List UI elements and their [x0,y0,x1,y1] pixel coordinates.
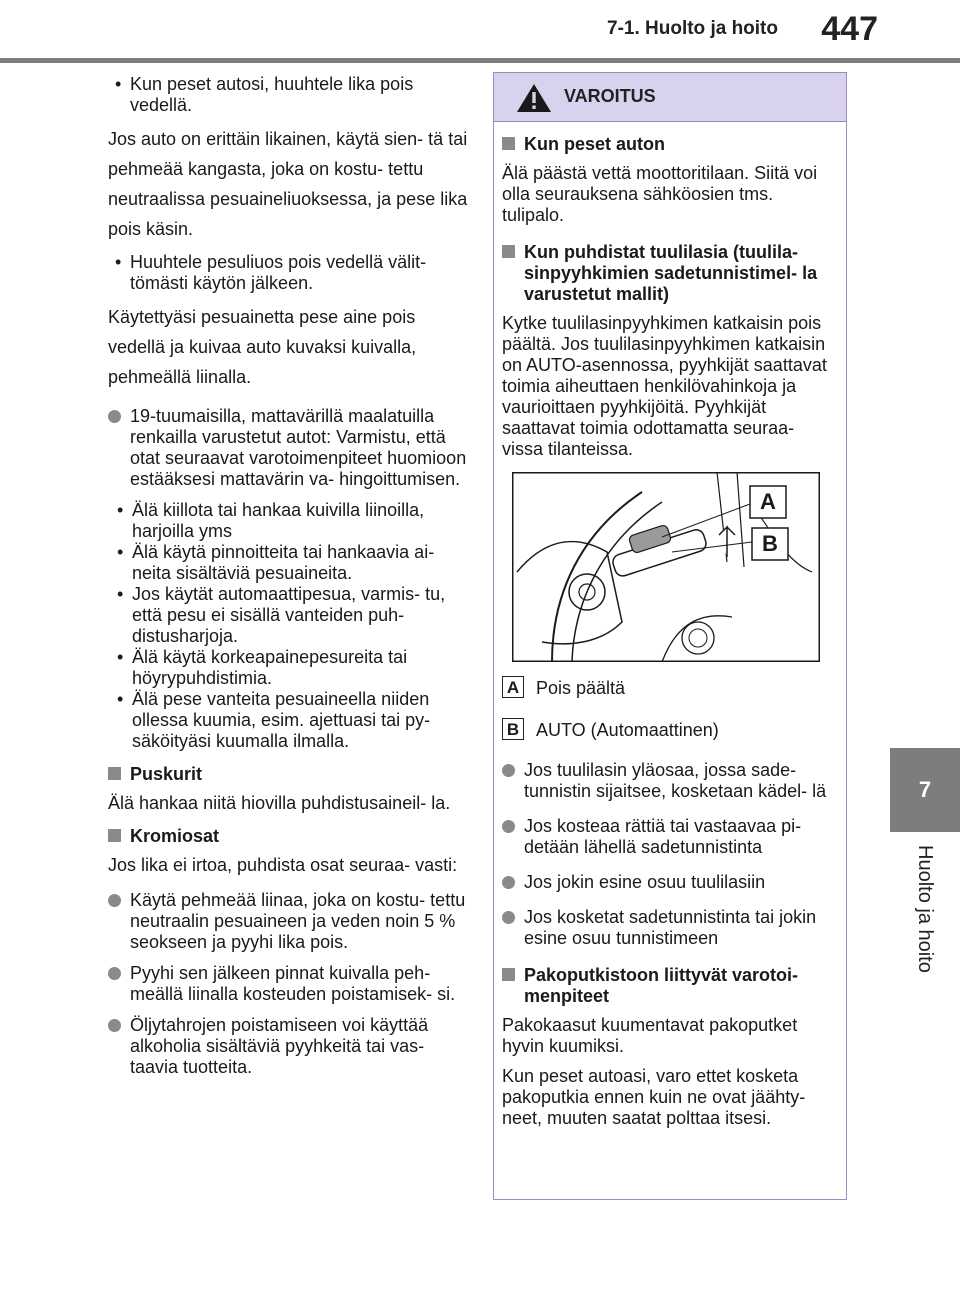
paragraph: Pakokaasut kuumentavat pakoputket hyvin kuumiksi. [502,1015,798,1056]
section-heading [108,826,468,847]
square-bullet-icon [108,767,121,780]
legend-text: AUTO (Automaattinen) [536,720,719,740]
square-bullet-icon [502,137,515,150]
list-item: • Älä pese vanteita pesuaineella niiden ollessa kuumia, esim. ajettuasi tai py- säköityäsi kuumalla ilmalla. [110,689,468,752]
list-item: • Älä kiillota tai hankaa kuivilla liinoilla, harjoilla yms [110,500,468,542]
section-heading [502,134,836,155]
section-heading [502,965,836,1007]
heading-text: Kromiosat [130,826,220,846]
list-item: • Huuhtele pesuliuos pois vedellä välit- tömästi käytön jälkeen. [108,252,468,294]
paragraph: Kun peset autoasi, varo ettet kosketa pakoputkia ennen kuin ne ovat jäähty- neet, muuten saatat polttaa itsesi. [502,1066,806,1128]
square-bullet-icon [108,829,121,842]
list-item-text: Jos kosketat sadetunnistinta tai jokin esine osuu tunnistimeen [524,907,817,948]
page-number: 447 [821,10,878,48]
section-heading [108,764,468,785]
paragraph: Kytke tuulilasinpyyhkimen katkaisin pois päältä. Jos tuulilasinpyyhkimen katkaisin on AUTO-asennossa, pyyhkijät saattavat toimia aiheuttaen henkilövahinkoja ja vaurioittaen pyyhkijöitä. Pyyhkijät saattavat toimia odottamatta seuraa- vissa tilanteissa. [502,313,827,459]
square-bullet-icon [502,245,515,258]
list-item [108,406,468,490]
warning-bullets [502,760,836,949]
legend-key: B [502,718,524,740]
list-item-text: 19-tuumaisilla, mattavärillä maalatuilla renkailla varustetut autot: Varmistu, että otat seuraavat varotoimenpiteet huomioon estääksesi mattavärin va- hingoittumisen. [130,406,467,489]
bullet-icon [502,820,515,833]
list-item [502,816,836,858]
bullet-icon [502,764,515,777]
list-item [108,963,468,1005]
legend-text: Pois päältä [536,678,626,698]
list-item: • Jos käytät automaattipesua, varmis- tu, että pesu ei sisällä vanteiden puh- distusharjoja. [110,584,468,647]
bullet-icon [502,911,515,924]
bullet-icon [108,894,121,907]
warning-title: VAROITUS [564,86,656,106]
warning-box [493,72,847,1200]
paragraph: Älä hankaa niitä hiovilla puhdistusaineil- la. [108,793,451,813]
square-bullet-icon [502,968,515,981]
section-heading [502,242,836,305]
bullet-icon [108,967,121,980]
bullet-icon [502,876,515,889]
heading-text: Kun peset auton [524,134,666,154]
list-item [108,890,468,953]
bullet-icon [108,1019,121,1032]
warning-body [494,134,846,1129]
paragraph: Jos auto on erittäin likainen, käytä sien- tä tai pehmeää kangasta, joka on kostu- tettu neutraalissa pesuaineliuoksessa, ja pese lika pois käsin. [108,129,468,239]
paragraph: Käytettyäsi pesuainetta pese aine pois vedellä ja kuivaa auto kuvaksi kuivalla, pehmeällä liinalla. [108,307,417,387]
chapter-tab [890,748,960,832]
list-item-text: Jos kosteaa rättiä tai vastaavaa pi- detään lähellä sadetunnistinta [524,816,802,857]
legend-item [502,676,836,700]
list-item-text: Jos jokin esine osuu tuulilasiin [524,872,766,892]
legend-item [502,718,836,742]
heading-text: Kun puhdistat tuulilasia (tuulila- sinpyyhkimien sadetunnistimel- la varustetut mallit) [524,242,818,304]
paragraph: Jos lika ei irtoa, puhdista osat seuraa- vasti: [108,855,458,875]
section-title: 7-1. Huolto ja hoito [607,18,778,39]
list-item-text: Käytä pehmeää liinaa, joka on kostu- tettu neutraalin pesuaineen ja veden noin 5 % seokseen ja pyyhi lika pois. [130,890,466,952]
list-item [502,760,836,802]
list-item-text: Pyyhi sen jälkeen pinnat kuivalla peh- meällä liinalla kosteuden poistamisek- si. [130,963,456,1004]
list-item [502,872,836,893]
heading-text: Puskurit [130,764,203,784]
list-item: • Älä käytä korkeapainepesureita tai höyrypuhdistimia. [110,647,468,689]
list-item [108,1015,468,1078]
left-column [108,74,468,1088]
wiper-switch-illustration [512,472,820,662]
list-item: • Älä käytä pinnoitteita tai hankaavia ai- neita sisältäviä pesuaineita. [110,542,468,584]
list-item-text: Jos tuulilasin yläosaa, jossa sade- tunnistin sijaitsee, kosketaan kädel- lä [524,760,827,801]
list-item-text: Öljytahrojen poistamiseen voi käyttää alkoholia sisältäviä pyyhkeitä tai vas- taavia tuotteita. [130,1015,429,1077]
paragraph: Älä päästä vettä moottoritilaan. Siitä voi olla seurauksena sähköosien tms. tulipalo. [502,163,818,225]
chapter-title: Huolto ja hoito [914,845,936,973]
sub-list [110,500,468,752]
list-item: • Kun peset autosi, huuhtele lika pois vedellä. [108,74,468,116]
list-item [502,907,836,949]
chapter-number: 7 [918,777,932,802]
bullet-icon [108,410,121,423]
legend-key: A [502,676,524,698]
figure-label-a: A [760,489,776,514]
warning-header [494,73,846,122]
figure-label-b: B [762,531,778,556]
header-rule [0,58,960,63]
heading-text: Pakoputkistoon liittyvät varotoi- menpiteet [524,965,799,1006]
warning-triangle-icon [516,83,552,113]
